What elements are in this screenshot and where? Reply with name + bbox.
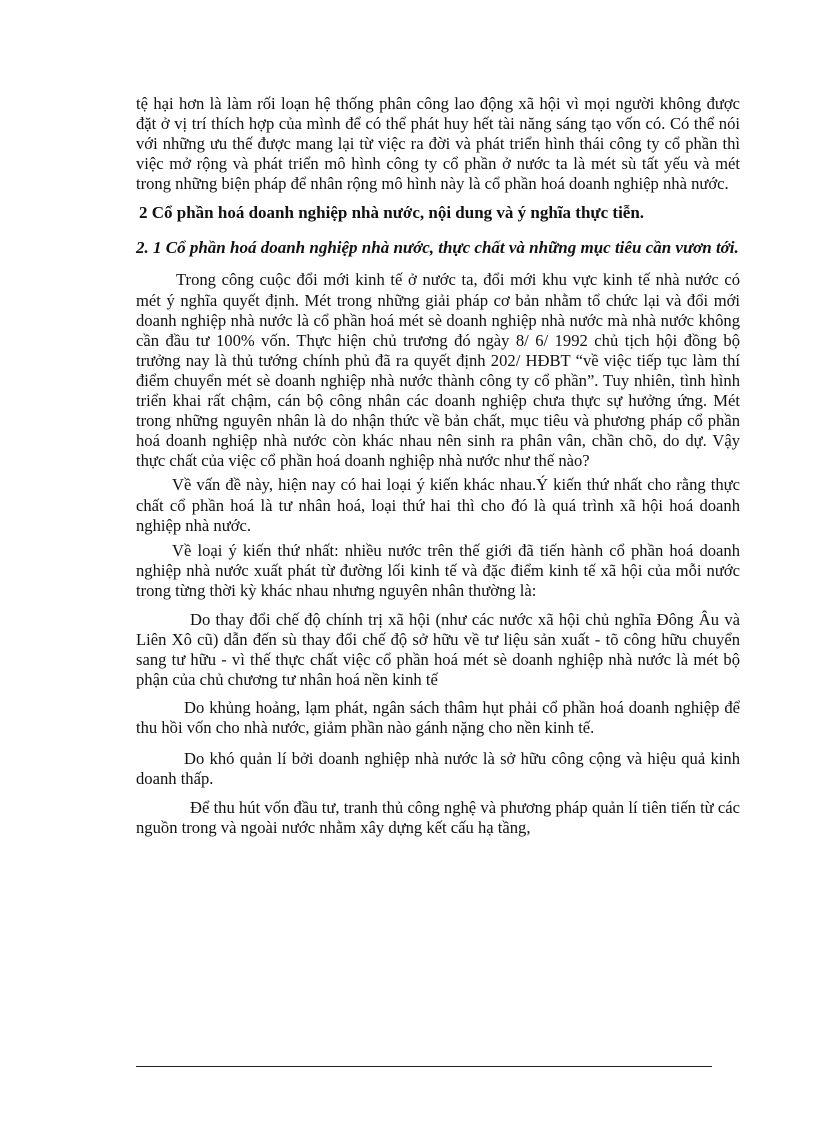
reason-paragraph-1: Do thay đổi chế độ chính trị xã hội (như các nước xã hội chủ nghĩa Đông Âu và Liên Xô cũ) dẫn đến sù thay đổi chế độ sở hữu về tư liệu sản xuất - tõ công hữu chuyển sang tư hữu - vì thế thực chất việc cổ phần hoá mét sè doanh nghiệp nhà nước là mét bộ phận của chủ chương tư nhân hoá nền kinh tế: [136, 609, 740, 690]
reason-paragraph-4: Để thu hút vốn đầu tư, tranh thủ công nghệ và phương pháp quản lí tiên tiến từ các nguồn trong và ngoài nước nhằm xây dựng kết cấu hạ tầng,: [136, 797, 740, 837]
footer-divider: [136, 1066, 712, 1067]
reason-paragraph-3: Do khó quản lí bởi doanh nghiệp nhà nước là sở hữu công cộng và hiệu quả kinh doanh thấp.: [136, 748, 740, 788]
section-heading: 2 Cổ phần hoá doanh nghiệp nhà nước, nội dung và ý nghĩa thực tiễn.: [139, 203, 645, 223]
intro-paragraph: tệ hại hơn là làm rối loạn hệ thống phân công lao động xã hội vì mọi người không được đặt ở vị trí thích hợp của mình để có thể phát huy hết tài năng sáng tạo vốn có. Có thể nói với những ưu thế được mang lại từ việc ra đời và phát triển hình thái công ty cổ phần thì việc mở rộng và phát triển mô hình công ty cổ phần ở nước ta là mét sù tất yếu và mét trong những biện pháp để nhân rộng mô hình này là cổ phần hoá doanh nghiệp nhà nước.: [136, 94, 740, 194]
views-paragraph: Về vấn đề này, hiện nay có hai loại ý kiến khác nhau.Ý kiến thứ nhất cho rằng thực chất cổ phần hoá là tư nhân hoá, loại thứ hai thì cho đó là quá trình xã hội hoá doanh nghiệp nhà nước.: [136, 475, 740, 535]
reason-paragraph-2: Do khủng hoảng, lạm phát, ngân sách thâm hụt phải cổ phần hoá doanh nghiệp để thu hồi vốn cho nhà nước, giảm phần nào gánh nặng cho nền kinh tế.: [136, 698, 740, 738]
subsection-heading: 2. 1 Cổ phần hoá doanh nghiệp nhà nước, thực chất và những mục tiêu cần vươn tới.: [136, 238, 739, 258]
main-paragraph: Trong công cuộc đổi mới kinh tế ở nước ta, đổi mới khu vực kinh tế nhà nước có mét ý nghĩa quyết định. Mét trong những giải pháp cơ bản nhằm tổ chức lại và đổi mới doanh nghiệp nhà nước là cổ phần hoá mét sè doanh nghiệp nhà nước mà nhà nước không cần đầu tư 100% vốn. Thực hiện chủ trương đó ngày 8/ 6/ 1992 chủ tịch hội đồng bộ trưởng nay là thủ tướng chính phủ đã ra quyết định 202/ HĐBT “về việc tiếp tục làm thí điểm chuyển mét sè doanh nghiệp nhà nước thành công ty cổ phần”. Tuy nhiên, tình hình triển khai rất chậm, cán bộ công nhân các doanh nghiệp chưa thực sự hưởng ứng. Mét trong những nguyên nhân là do nhận thức về bản chất, mục tiêu và phương pháp cổ phần hoá doanh nghiệp nhà nước còn khác nhau nên sinh ra phân vân, chần chõ, do dự. Vậy thực chất của việc cổ phần hoá doanh nghiệp nhà nước như thế nào?: [136, 270, 740, 471]
first-view-paragraph: Về loại ý kiến thứ nhất: nhiều nước trên thế giới đã tiến hành cổ phần hoá doanh nghiệp nhà nước xuất phát từ đường lối kinh tế và đặc điểm kinh tế xã hội của mỗi nước trong từng thời kỳ khác nhau nhưng nguyên nhân thường là:: [136, 540, 740, 600]
document-page: [136, 94, 740, 838]
